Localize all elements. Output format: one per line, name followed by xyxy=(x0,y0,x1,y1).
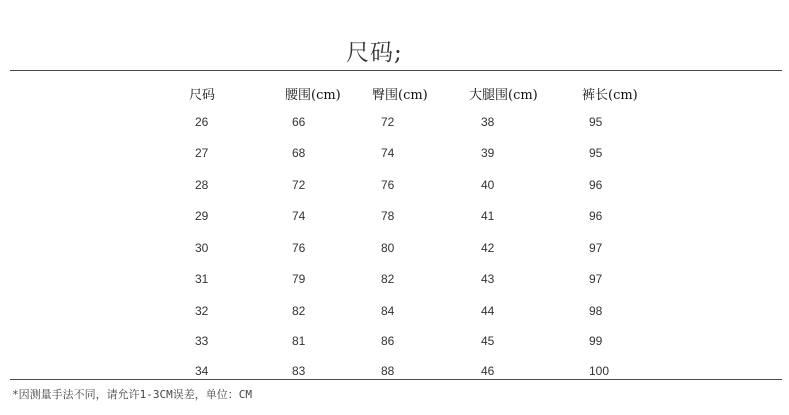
cell-size: 32 xyxy=(195,304,209,318)
cell-length: 95 xyxy=(589,115,603,129)
column-header-waist: 腰围(cm) xyxy=(285,88,341,103)
cell-hip: 78 xyxy=(381,209,395,223)
cell-thigh: 41 xyxy=(481,209,495,223)
cell-waist: 74 xyxy=(292,209,306,223)
bottom-divider xyxy=(10,379,782,380)
cell-length: 96 xyxy=(589,209,603,223)
cell-length: 99 xyxy=(589,334,603,348)
cell-waist: 82 xyxy=(292,304,306,318)
cell-size: 29 xyxy=(195,209,209,223)
cell-thigh: 46 xyxy=(481,364,495,378)
cell-size: 34 xyxy=(195,364,209,378)
cell-length: 98 xyxy=(589,304,603,318)
cell-waist: 76 xyxy=(292,241,306,255)
cell-hip: 84 xyxy=(381,304,395,318)
cell-waist: 83 xyxy=(292,364,306,378)
top-divider xyxy=(10,70,782,71)
cell-hip: 86 xyxy=(381,334,395,348)
cell-size: 30 xyxy=(195,241,209,255)
cell-waist: 68 xyxy=(292,146,306,160)
column-header-length: 裤长(cm) xyxy=(582,88,638,103)
cell-length: 97 xyxy=(589,241,603,255)
cell-length: 96 xyxy=(589,178,603,192)
cell-size: 33 xyxy=(195,334,209,348)
cell-hip: 72 xyxy=(381,115,395,129)
cell-length: 95 xyxy=(589,146,603,160)
cell-thigh: 42 xyxy=(481,241,495,255)
cell-thigh: 39 xyxy=(481,146,495,160)
cell-size: 31 xyxy=(195,272,209,286)
cell-length: 100 xyxy=(589,364,610,378)
cell-hip: 82 xyxy=(381,272,395,286)
cell-size: 26 xyxy=(195,115,209,129)
footnote: *因测量手法不同，请允许1-3CM误差，单位：CM xyxy=(12,388,252,401)
cell-hip: 88 xyxy=(381,364,395,378)
cell-waist: 66 xyxy=(292,115,306,129)
cell-thigh: 40 xyxy=(481,178,495,192)
cell-waist: 79 xyxy=(292,272,306,286)
cell-size: 27 xyxy=(195,146,209,160)
cell-thigh: 45 xyxy=(481,334,495,348)
cell-hip: 76 xyxy=(381,178,395,192)
cell-thigh: 44 xyxy=(481,304,495,318)
column-header-hip: 臀围(cm) xyxy=(372,88,428,103)
cell-thigh: 43 xyxy=(481,272,495,286)
cell-size: 28 xyxy=(195,178,209,192)
cell-thigh: 38 xyxy=(481,115,495,129)
cell-hip: 80 xyxy=(381,241,395,255)
column-header-thigh: 大腿围(cm) xyxy=(469,88,538,103)
cell-waist: 72 xyxy=(292,178,306,192)
cell-hip: 74 xyxy=(381,146,395,160)
page-title: 尺码; xyxy=(346,40,403,66)
column-header-size: 尺码 xyxy=(189,88,216,103)
cell-waist: 81 xyxy=(292,334,306,348)
cell-length: 97 xyxy=(589,272,603,286)
